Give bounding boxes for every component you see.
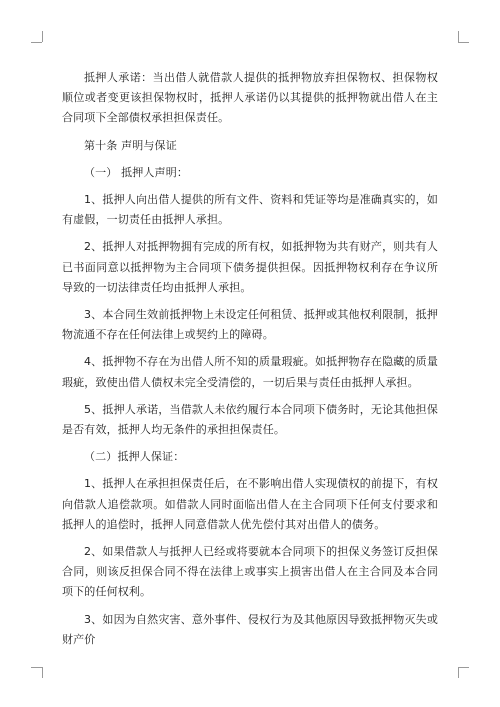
paragraph-mortgagor-commitment: 抵押人承诺：当出借人就借款人提供的抵押物放弃担保物权、担保物权顺位或者变更该担保物权时，抵押人承诺仍以其提供的抵押物就出借人在主合同项下全部债权承担担保责任。 [62,71,438,125]
declaration-item-1: 1、抵押人向出借人提供的所有文件、资料和凭证等均是准确真实的，如有虚假，一切责任由抵押人承担。 [62,193,438,227]
declaration-item-4: 4、抵押物不存在为出借人所不知的质量瑕疵。如抵押物存在隐藏的质量瑕疵，致使出借人债权未完全受清偿的，一切后果与责任由抵押人承担。 [62,355,438,389]
crop-mark-bottom-left-v [42,667,43,678]
crop-mark-bottom-left-h [31,667,42,668]
crop-mark-top-left-h [31,42,42,43]
declaration-item-3: 3、本合同生效前抵押物上未设定任何租赁、抵押或其他权利限制，抵押物流通不存在任何法律上或契约上的障碍。 [62,308,438,342]
declaration-item-5: 5、抵押人承诺，当借款人未依约履行本合同项下债务时，无论其他担保是否有效，抵押人均无条件的承担担保责任。 [62,402,438,437]
subsection-heading-guarantee: （二）抵押人保证： [84,450,185,464]
guarantee-item-1: 1、抵押人在承担担保责任后，在不影响出借人实现债权的前提下，有权向借款人追偿款项。如借款人同时面临出借人在主合同项下任何支付要求和抵押人的追偿时，抵押人同意借款人优先偿付其对出借人的债务。 [62,477,438,531]
crop-mark-top-right-h [458,42,469,43]
section-heading-article-10: 第十条 声明与保证 [84,138,177,152]
subsection-heading-declaration: （一） 抵押人声明： [84,165,188,179]
crop-mark-top-left-v [42,31,43,42]
crop-mark-bottom-right-h [458,667,469,668]
declaration-item-2: 2、抵押人对抵押物拥有完成的所有权，如抵押物为共有财产，则共有人已书面同意以抵押物为主合同项下债务提供担保。因抵押物权利存在争议所导致的一切法律责任均由抵押人承担。 [62,240,438,294]
guarantee-item-2: 2、如果借款人与抵押人已经或将要就本合同项下的担保义务签订反担保合同，则该反担保合同不得在法律上或事实上损害出借人在主合同及本合同项下的任何权利。 [62,545,438,599]
crop-mark-bottom-right-v [458,667,459,678]
guarantee-item-3: 3、如因为自然灾害、意外事件、侵权行为及其他原因导致抵押物灭失或财产价 [62,612,438,646]
document-body [62,68,438,657]
crop-mark-top-right-v [458,31,459,42]
